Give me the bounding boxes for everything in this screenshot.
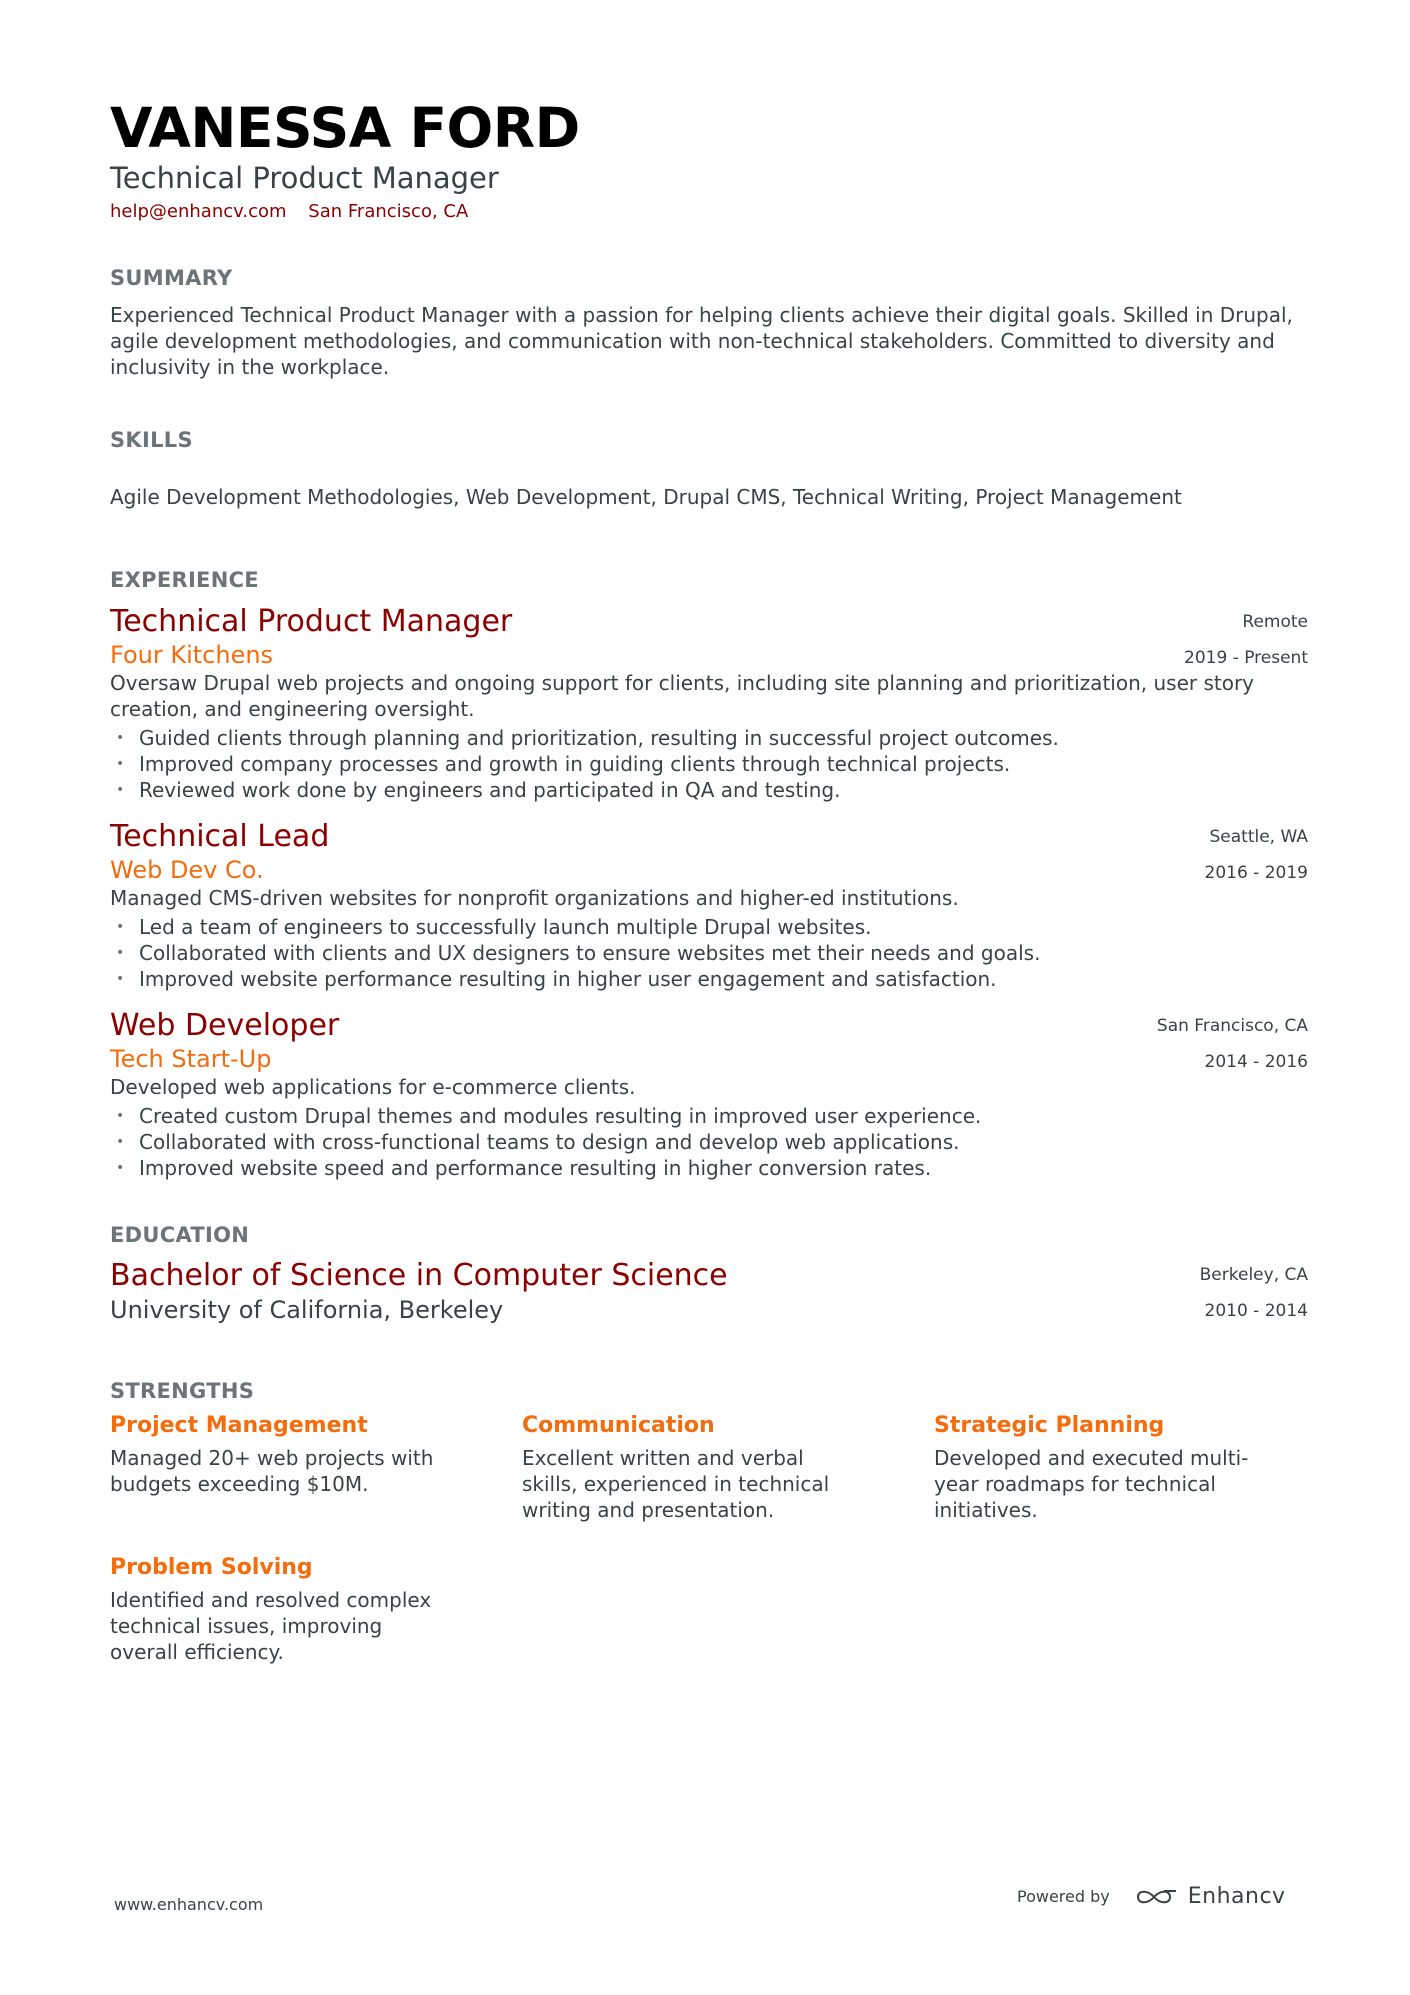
experience-entry xyxy=(110,1008,1308,1181)
email-link[interactable]: help@enhancv.com xyxy=(110,201,287,222)
experience-entry xyxy=(110,819,1308,992)
job-bullets xyxy=(110,1103,1308,1181)
job-description: Developed web applications for e-commerce clients. xyxy=(110,1075,636,1099)
bullet-icon: • xyxy=(116,919,125,935)
summary-text: Experienced Technical Product Manager with a passion for helping clients achieve their digital goals. Skilled in Drupal, agile development methodologies, and communication with non-technical stakeholders. Committed to diversity and inclusivity in the workplace. xyxy=(110,303,1293,379)
bullet-text: Reviewed work done by engineers and participated in QA and testing. xyxy=(139,778,841,802)
strengths-grid xyxy=(110,1411,1308,1665)
bullet-text: Created custom Drupal themes and modules resulting in improved user experience. xyxy=(139,1104,982,1128)
summary-heading: SUMMARY xyxy=(110,266,233,290)
resume-page xyxy=(110,96,1308,1665)
company-name: Four Kitchens xyxy=(110,641,274,669)
candidate-name: VANESSA FORD xyxy=(110,96,580,160)
strength-description: Identified and resolved complex technical issues, improving overall efficiency. xyxy=(110,1588,432,1664)
job-meta xyxy=(1205,819,1308,891)
job-description: Managed CMS-driven websites for nonprofit organizations and higher-ed institutions. xyxy=(110,886,959,910)
strength-item xyxy=(934,1411,1308,1523)
contact-line xyxy=(110,200,1308,224)
bullet-icon: • xyxy=(116,730,125,746)
powered-by-text: Powered by xyxy=(1017,1887,1110,1906)
education-heading: EDUCATION xyxy=(110,1223,250,1247)
degree-title: Bachelor of Science in Computer Science xyxy=(110,1258,728,1293)
strength-title: Communication xyxy=(522,1413,715,1438)
company-name: Tech Start-Up xyxy=(110,1045,272,1073)
education-meta xyxy=(1200,1257,1308,1329)
job-location: San Francisco, CA xyxy=(1156,1016,1308,1036)
list-item xyxy=(110,1155,1308,1181)
enhancv-logo[interactable] xyxy=(1134,1884,1286,1909)
strength-item xyxy=(110,1553,522,1665)
strength-item xyxy=(110,1411,522,1523)
experience-heading: EXPERIENCE xyxy=(110,568,259,592)
skills-text: Agile Development Methodologies, Web Development, Drupal CMS, Technical Writing, Project Management xyxy=(110,485,1182,509)
company-name: Web Dev Co. xyxy=(110,856,264,884)
job-title: Technical Product Manager xyxy=(110,604,513,639)
strength-description: Managed 20+ web projects with budgets exceeding $10M. xyxy=(110,1446,434,1496)
bullet-text: Collaborated with cross-functional teams to design and develop web applications. xyxy=(139,1130,960,1154)
bullet-text: Improved website performance resulting in higher user engagement and satisfaction. xyxy=(139,967,997,991)
strength-description: Excellent written and verbal skills, experienced in technical writing and presentation. xyxy=(522,1446,830,1522)
list-item xyxy=(110,1103,1308,1129)
footer-branding xyxy=(1017,1884,1286,1909)
job-meta xyxy=(1184,604,1308,676)
strength-title: Problem Solving xyxy=(110,1555,313,1580)
list-item xyxy=(110,914,1308,940)
school-name: University of California, Berkeley xyxy=(110,1296,504,1324)
bullet-icon: • xyxy=(116,971,125,987)
job-description: Oversaw Drupal web projects and ongoing support for clients, including site planning and prioritization, user story creation, and engineering oversight. xyxy=(110,671,1255,721)
candidate-role: Technical Product Manager xyxy=(110,161,499,195)
bullet-text: Guided clients through planning and prioritization, resulting in successful project outcomes. xyxy=(139,726,1059,750)
brand-name: Enhancv xyxy=(1187,1884,1286,1909)
list-item xyxy=(110,751,1308,777)
strengths-heading: STRENGTHS xyxy=(110,1379,255,1403)
list-item xyxy=(110,777,1308,803)
bullet-text: Led a team of engineers to successfully launch multiple Drupal websites. xyxy=(139,915,872,939)
job-dates: 2016 - 2019 xyxy=(1204,863,1308,883)
job-bullets xyxy=(110,725,1308,803)
strength-description: Developed and executed multi-year roadmaps for technical initiatives. xyxy=(934,1446,1249,1522)
bullet-text: Improved company processes and growth in guiding clients through technical projects. xyxy=(139,752,1011,776)
list-item xyxy=(110,725,1308,751)
job-title: Web Developer xyxy=(110,1008,340,1043)
job-title: Technical Lead xyxy=(110,819,330,854)
strength-title: Strategic Planning xyxy=(934,1413,1165,1438)
list-item xyxy=(110,966,1308,992)
job-bullets xyxy=(110,914,1308,992)
job-dates: 2019 - Present xyxy=(1184,648,1308,668)
skills-heading: SKILLS xyxy=(110,428,193,452)
list-item xyxy=(110,940,1308,966)
job-dates: 2014 - 2016 xyxy=(1204,1052,1308,1072)
job-location: Remote xyxy=(1242,612,1308,632)
strength-item xyxy=(522,1411,934,1523)
bullet-icon: • xyxy=(116,782,125,798)
job-location: Seattle, WA xyxy=(1209,827,1308,847)
bullet-icon: • xyxy=(116,756,125,772)
footer-website-link[interactable]: www.enhancv.com xyxy=(114,1895,264,1914)
strength-title: Project Management xyxy=(110,1413,368,1438)
bullet-icon: • xyxy=(116,945,125,961)
location-text: San Francisco, CA xyxy=(308,201,469,222)
job-meta xyxy=(1157,1008,1308,1080)
bullet-text: Improved website speed and performance resulting in higher conversion rates. xyxy=(139,1156,932,1180)
education-dates: 2010 - 2014 xyxy=(1204,1301,1308,1321)
bullet-icon: • xyxy=(116,1160,125,1176)
enhancv-logo-icon xyxy=(1134,1885,1180,1909)
bullet-text: Collaborated with clients and UX designers to ensure websites met their needs and goals. xyxy=(139,941,1041,965)
list-item xyxy=(110,1129,1308,1155)
bullet-icon: • xyxy=(116,1134,125,1150)
education-entry xyxy=(110,1257,1308,1325)
experience-entry xyxy=(110,604,1308,803)
education-location: Berkeley, CA xyxy=(1199,1265,1308,1285)
bullet-icon: • xyxy=(116,1108,125,1124)
